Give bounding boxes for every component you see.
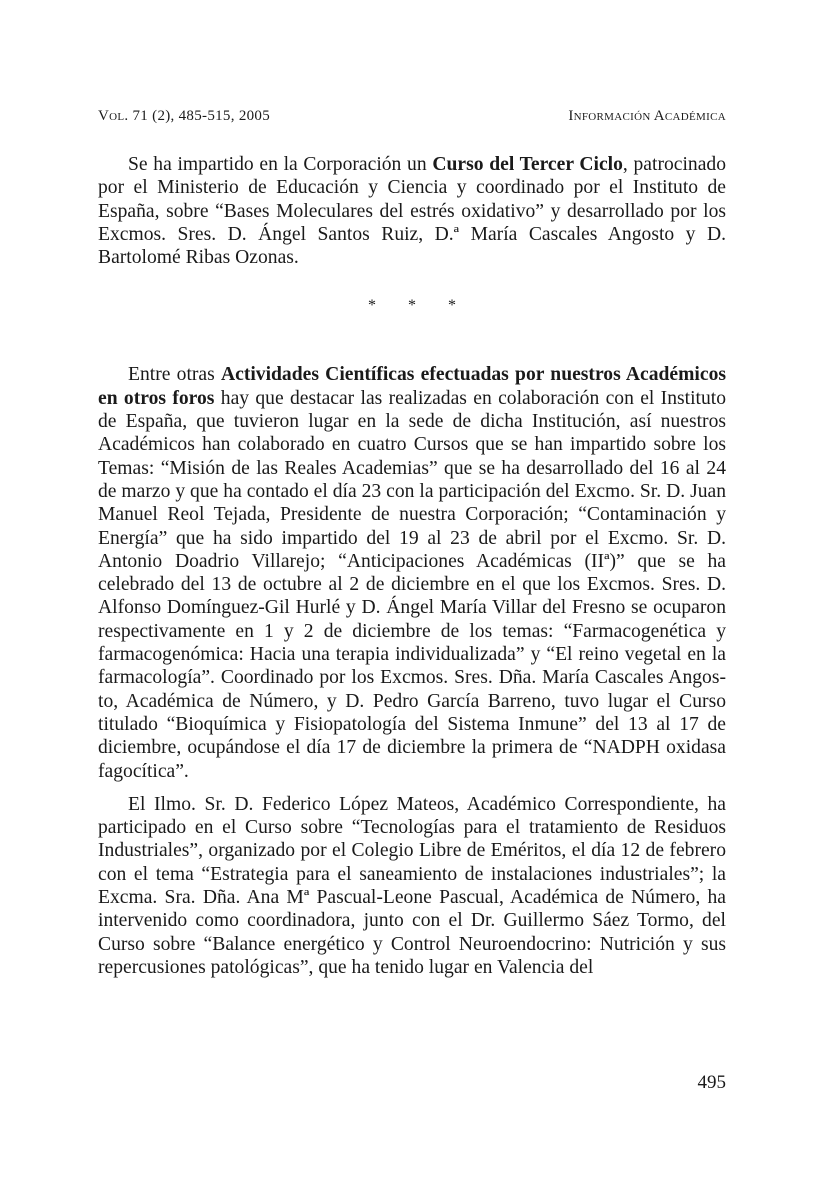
page [98, 108, 726, 979]
paragraph-activities-body: hay que destacar las realizadas en colaboración con el Instituto de España, que tuvieron lugar en la sede de dicha Institución, así nuestros Académicos han colaborado en cuatro Cursos que se han impartido sobre los Temas: “Misión de las Reales Academias” que se ha desarrollado del 16 al 24 de marzo y que ha contado el día 23 con la participación del Excmo. Sr. D. Juan Manuel Reol Tejada, Presidente de nuestra Corporación; “Contaminación y Energía” que ha sido impartido del 19 al 23 de abril por el Excmo. Sr. D. Antonio Doadrio Villarejo; “Anticipaciones Académicas (IIª)” que se ha celebrado del 13 de octubre al 2 de diciembre en el que los Excmos. Sres. D. Alfonso Domínguez-Gil Hurlé y D. Ángel María Villar del Fresno se ocuparon respectivamente en 1 y 2 de diciembre de los temas: “Farmacogenética y farmacogenómica: Hacia una terapia individualizada” y “El reino vegetal en la farmacología”. Coordinado por los Excmos. Sres. Dña. María Cascales Angosto, Académica de Número, y D. Pedro García Barreno, tuvo lugar el Curso titulado “Bioquímica y Fisiopatología del Sistema Inmune” del 13 al 17 de diciembre, ocupándose el día 17 de diciembre la primera de “NADPH oxidasa fagocítica”. [98, 387, 726, 782]
activities-title: Actividades Científicas efectuadas por nuestros Académicos en otros foros [98, 364, 726, 409]
paragraph-activities [98, 363, 726, 782]
paragraph-course-body: , patrocinado por el Ministerio de Educación y Ciencia y coordinado por el Instituto de España, sobre “Bases Moleculares del estrés oxidativo” y desarrollado por los Excmos. Sres. D. Ángel Santos Ruiz, D.ª María Cascales Angosto y D. Bartolomé Ribas Ozonas. [98, 154, 726, 269]
course-title: Curso del Tercer Ciclo [432, 154, 623, 175]
section-separator: * * * [368, 297, 470, 315]
page-number: 495 [697, 1072, 726, 1093]
running-head [98, 108, 726, 125]
section-title: Información Académica [568, 108, 726, 124]
paragraph-activities-lead: Entre otras [128, 364, 221, 386]
paragraph-course-lead: Se ha impartido en la Corporación un [128, 154, 433, 175]
paragraph-course [98, 153, 726, 269]
paragraph-participations: El Ilmo. Sr. D. Federico López Mateos, Académico Correspondiente, ha participado en el Curso sobre “Tecnologías para el tratamiento de Residuos Industriales”, organizado por el Colegio Libre de Eméritos, el día 12 de febrero con el tema “Estrategia para el saneamiento de instalaciones industriales”; la Excma. Sra. Dña. Ana Mª Pascual-Leone Pascual, Académica de Número, ha intervenido como coordinadora, junto con el Dr. Guillermo Sáez Tormo, del Curso sobre “Balance energético y Control Neuroendocrino: Nutrición y sus repercusiones patológicas”, que ha tenido lugar en Valencia del [98, 793, 726, 978]
journal-volume: Vol. 71 (2), 485-515, 2005 [98, 108, 271, 124]
